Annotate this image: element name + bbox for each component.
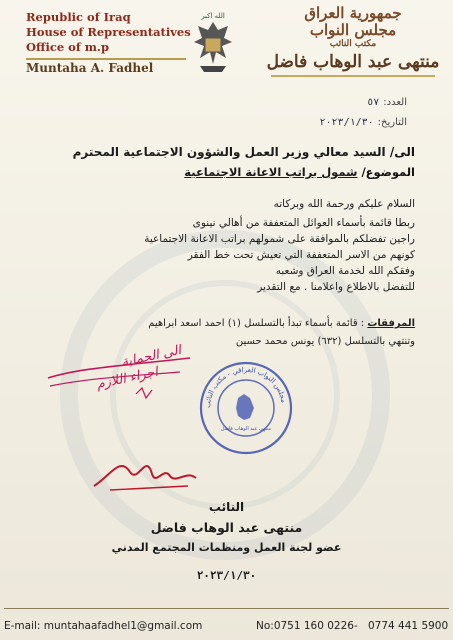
footer-phone-1[interactable]: No:0751 160 0226 <box>256 620 354 632</box>
attachments-text-2: وتنتهي بالتسلسل (٦٣٢) يونس محمد حسين <box>235 336 415 347</box>
body-line-2: راجين تفضلكم بالموافقة على شمولهم براتب الاعانة الاجتماعية <box>144 233 415 245</box>
header-right-line1: جمهورية العراق <box>304 4 402 22</box>
subject-text: شمول براتب الاعانة الاجتماعية <box>184 165 358 179</box>
stamp-inner-text: منتهى عبد الوهاب فاضل <box>220 426 272 432</box>
footer-phone-2[interactable]: 0774 441 5900 <box>368 620 449 632</box>
header-right-name: منتهى عبد الوهاب فاضل <box>266 52 440 72</box>
number-value: ٥٧ <box>367 97 380 108</box>
handwritten-annotation <box>40 338 200 412</box>
handwriting-line-2: اجراء اللازم <box>95 364 160 393</box>
header-left <box>26 10 191 76</box>
letter-date <box>319 117 407 128</box>
signature-date: ٢٠٢٣/١/٣٠ <box>196 569 257 582</box>
footer-email[interactable]: E-mail: muntahaafadhel1@gmail.com <box>4 620 203 632</box>
header-right <box>263 5 443 77</box>
number-label: العدد: <box>383 97 407 108</box>
header-left-line3: Office of m.p <box>26 40 109 54</box>
official-stamp-icon <box>198 360 294 456</box>
body-line-5: للتفضل بالاطلاع واعلامنا . مع التقدير <box>257 281 415 293</box>
subject-label: الموضوع/ <box>361 165 415 179</box>
emblem-caption: الله اكبر <box>201 12 225 20</box>
handwriting-line-1: الى الحماية <box>120 342 183 371</box>
header-left-name: Muntaha A. Fadhel <box>26 61 154 75</box>
header-right-rule <box>271 75 435 77</box>
subject <box>184 165 415 179</box>
header-right-line2: مجلس النواب <box>309 21 397 39</box>
attachments-label: المرفقات <box>367 318 415 329</box>
date-label: التاريخ: <box>377 117 407 128</box>
footer-divider <box>4 608 449 609</box>
addressee-text: السيد معالي وزير العمل والشؤون الاجتماعية المحترم <box>72 145 386 159</box>
greeting: السلام عليكم ورحمة الله وبركاته <box>273 198 415 210</box>
attachments-line-2 <box>236 336 415 347</box>
header-left-rule <box>26 58 186 60</box>
body-line-1: ربطا قائمة بأسماء العوائل المتعففة من أهالي نينوى <box>192 217 415 229</box>
stamp-outer-text: مجلس النواب العراقي - مكتب النائب <box>203 365 288 409</box>
header-right-line3: مكتب النائب <box>329 39 377 49</box>
addressee <box>73 145 415 159</box>
attachments-line-1 <box>148 318 415 329</box>
footer <box>0 612 453 640</box>
header-left-line2: House of Representatives <box>26 25 191 39</box>
body-line-3: كونهم من الاسر المتعففة التي تعيش تحت خط الفقر <box>187 249 415 261</box>
signature-scribble-icon <box>90 446 200 500</box>
signature-title: النائب <box>208 500 245 514</box>
date-value: ٢٠٢٣/١/٣٠ <box>319 117 374 128</box>
attachments-text-1: : قائمة بأسماء تبدأ بالتسلسل (١) احمد اسعد ابراهيم <box>148 318 365 329</box>
letter-number <box>367 97 407 108</box>
signature-role: عضو لجنة العمل ومنظمات المجتمع المدني <box>111 541 342 554</box>
body-line-4: وفقكم الله لخدمة العراق وشعبه <box>275 265 415 277</box>
header-left-line1: Republic of Iraq <box>26 10 131 24</box>
footer-separator: - <box>354 620 358 632</box>
addressee-label: الى/ <box>389 145 415 159</box>
signature-name: منتهى عبد الوهاب فاضل <box>150 520 303 535</box>
iraq-eagle-emblem-icon <box>188 8 238 78</box>
